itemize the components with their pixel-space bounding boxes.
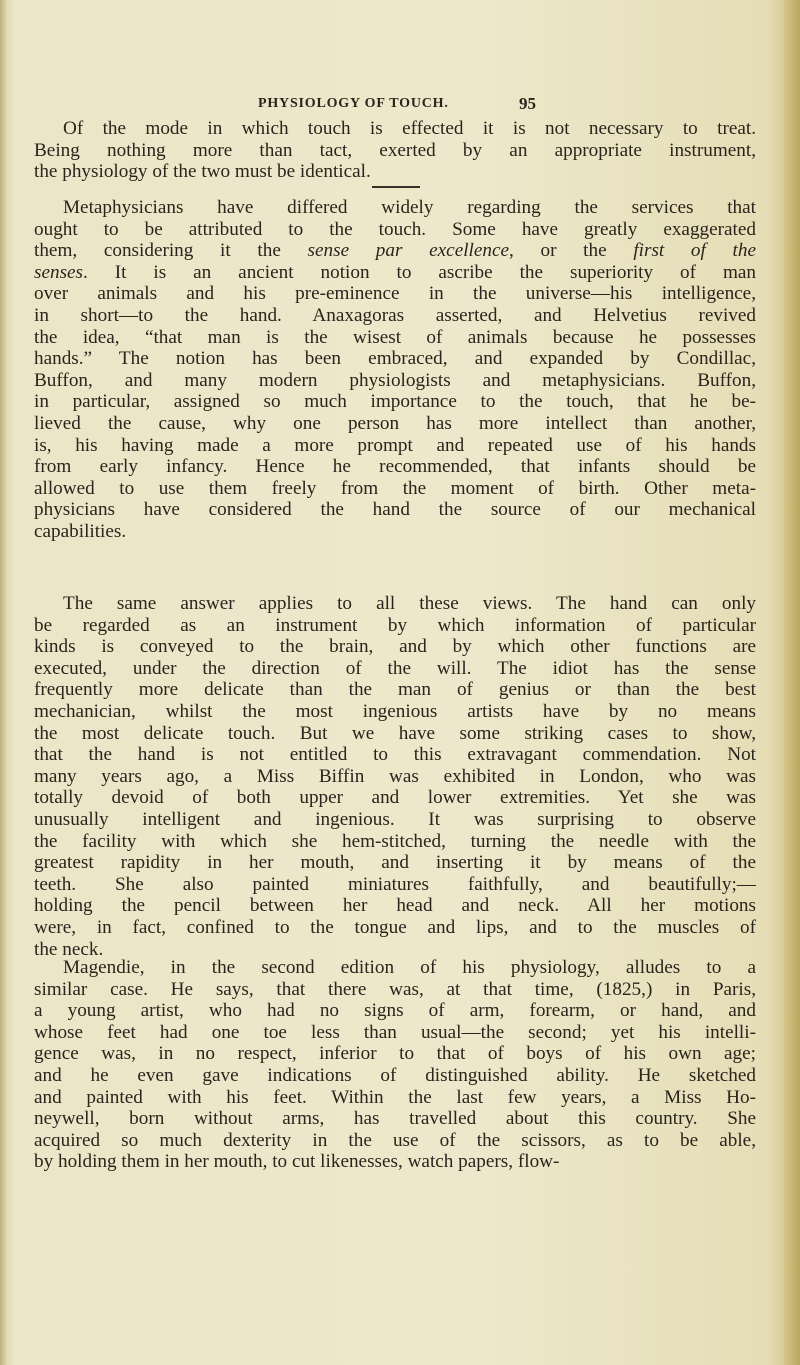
text-line: Of the mode in which touch is effected it is not necessary to treat.: [63, 118, 756, 139]
text-line: holding the pencil between her head and neck. All her motions: [34, 895, 756, 917]
text-line: a young artist, who had no signs of arm, forearm, or hand, and: [34, 1000, 756, 1022]
text-line: Buffon, and many modern physiologists and metaphysicians. Buffon,: [34, 369, 756, 391]
text-line: by holding them in her mouth, to cut likenesses, watch papers, flow-: [34, 1151, 560, 1173]
page-right-edge: [784, 0, 800, 1365]
page-number: 95: [519, 94, 536, 113]
text-line: that the hand is not entitled to this extravagant commendation. Not: [34, 744, 756, 766]
text-line: Magendie, in the second edition of his physiology, alludes to a: [63, 957, 756, 978]
text-line: whose feet had one toe less than usual—the second; yet his intelli-: [34, 1021, 756, 1043]
text-line: in particular, assigned so much importance to the touch, that he be-: [34, 391, 756, 413]
text-line: them, considering it the sense par excellence, or the first of the: [34, 240, 756, 262]
text-line: lieved the cause, why one person has more intellect than another,: [34, 412, 756, 434]
text-line: hands.” The notion has been embraced, and expanded by Condillac,: [34, 348, 756, 370]
section-divider-rule: [372, 186, 420, 188]
text-line: executed, under the direction of the will. The idiot has the sense: [34, 657, 756, 679]
text-line: allowed to use them freely from the moment of birth. Other meta-: [34, 477, 756, 499]
text-line: physicians have considered the hand the source of our mechanical: [34, 499, 756, 521]
text-line: the neck.: [34, 938, 104, 960]
text-line: frequently more delicate than the man of genius or than the best: [34, 679, 756, 701]
text-line: the physiology of the two must be identical.: [34, 161, 371, 183]
text-line: and painted with his feet. Within the last few years, a Miss Ho-: [34, 1086, 756, 1108]
text-line: acquired so much dexterity in the use of the scissors, as to be able,: [34, 1129, 756, 1151]
text-line: from early infancy. Hence he recommended, that infants should be: [34, 456, 756, 478]
paragraph-3: [34, 593, 756, 960]
text-line: the facility with which she hem-stitched, turning the needle with the: [34, 830, 756, 852]
text-line: neywell, born without arms, has travelled about this country. She: [34, 1108, 756, 1130]
text-line: ought to be attributed to the touch. Some have greatly exaggerated: [34, 218, 756, 240]
text-line: many years ago, a Miss Biffin was exhibited in London, who was: [34, 765, 756, 787]
text-line: similar case. He says, that there was, at that time, (1825,) in Paris,: [34, 978, 756, 1000]
text-line: greatest rapidity in her mouth, and inserting it by means of the: [34, 852, 756, 874]
text-line: be regarded as an instrument by which information of particular: [34, 614, 756, 636]
page-left-edge: [0, 0, 6, 1365]
text-line: Being nothing more than tact, exerted by an appropriate instrument,: [34, 139, 756, 161]
text-line: teeth. She also painted miniatures faithfully, and beautifully;—: [34, 873, 756, 895]
text-line: unusually intelligent and ingenious. It was surprising to observe: [34, 808, 756, 830]
text-line: senses. It is an ancient notion to ascribe the superiority of man: [34, 261, 756, 283]
paragraph-4: [34, 957, 756, 1173]
paragraph-2: [34, 197, 756, 543]
text-line: The same answer applies to all these views. The hand can only: [63, 593, 756, 614]
text-line: gence was, in no respect, inferior to that of boys of his own age;: [34, 1043, 756, 1065]
text-line: over animals and his pre-eminence in the universe—his intelligence,: [34, 283, 756, 305]
paragraph-1: [34, 118, 756, 183]
text-line: the idea, “that man is the wisest of animals because he possesses: [34, 326, 756, 348]
text-line: mechanician, whilst the most ingenious artists have by no means: [34, 700, 756, 722]
text-line: were, in fact, confined to the tongue and lips, and to the muscles of: [34, 916, 756, 938]
text-line: in short—to the hand. Anaxagoras asserted, and Helvetius revived: [34, 304, 756, 326]
text-line: kinds is conveyed to the brain, and by which other functions are: [34, 636, 756, 658]
running-title: PHYSIOLOGY OF TOUCH.: [258, 96, 449, 111]
text-line: capabilities.: [34, 520, 127, 542]
text-line: totally devoid of both upper and lower extremities. Yet she was: [34, 787, 756, 809]
text-line: Metaphysicians have differed widely regarding the services that: [63, 197, 756, 218]
text-line: the most delicate touch. But we have some striking cases to show,: [34, 722, 756, 744]
text-line: is, his having made a more prompt and repeated use of his hands: [34, 434, 756, 456]
text-line: and he even gave indications of distinguished ability. He sketched: [34, 1064, 756, 1086]
